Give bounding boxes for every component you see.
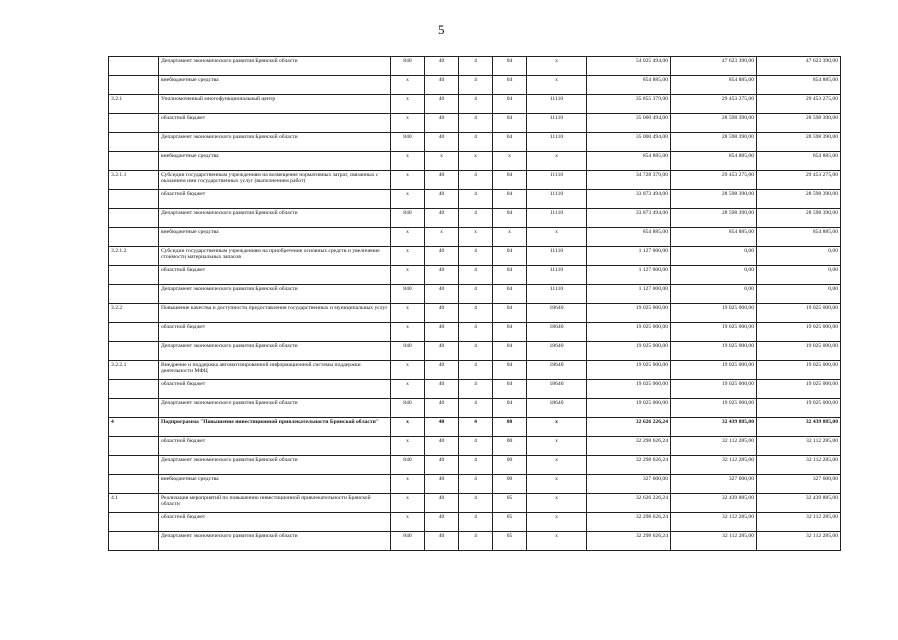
code-direction-cell: 11110 bbox=[527, 209, 587, 228]
amount-year3-cell: 32 112 285,00 bbox=[757, 437, 841, 456]
amount-year1-cell: 1 127 000,00 bbox=[587, 247, 671, 266]
amount-year3-cell: 0,00 bbox=[757, 247, 841, 266]
code-grbs-cell: х bbox=[391, 323, 425, 342]
row-number-cell bbox=[109, 475, 159, 494]
code-om-cell: 04 bbox=[493, 190, 527, 209]
amount-year2-cell: 29 453 275,00 bbox=[671, 171, 757, 190]
code-grbs-cell: х bbox=[391, 171, 425, 190]
row-name-cell: Подпрограмма "Повышение инвестиционной привлекательности Брянской области" bbox=[159, 418, 391, 437]
amount-year1-cell: 33 873 494,00 bbox=[587, 209, 671, 228]
row-number-cell bbox=[109, 152, 159, 171]
code-direction-cell: 11110 bbox=[527, 114, 587, 133]
amount-year3-cell: 0,00 bbox=[757, 266, 841, 285]
row-name-cell: Департамент экономического развития Брянской области bbox=[159, 342, 391, 361]
code-om-cell: 04 bbox=[493, 133, 527, 152]
row-name-cell: областной бюджет bbox=[159, 114, 391, 133]
amount-year3-cell: 19 025 000,00 bbox=[757, 399, 841, 418]
row-name-cell: внебюджетные средства bbox=[159, 475, 391, 494]
row-name-cell: Департамент экономического развития Брянской области bbox=[159, 399, 391, 418]
row-name-cell: областной бюджет bbox=[159, 437, 391, 456]
code-gp-cell: х bbox=[425, 228, 459, 247]
code-direction-cell: х bbox=[527, 513, 587, 532]
code-direction-cell: х bbox=[527, 418, 587, 437]
row-name-cell: областной бюджет bbox=[159, 190, 391, 209]
amount-year3-cell: 28 598 390,00 bbox=[757, 190, 841, 209]
code-pp-cell: 4 bbox=[459, 190, 493, 209]
row-number-cell bbox=[109, 456, 159, 475]
code-gp-cell: 40 bbox=[425, 418, 459, 437]
table-row bbox=[109, 266, 841, 285]
code-om-cell: 04 bbox=[493, 399, 527, 418]
amount-year1-cell: 32 626 226,24 bbox=[587, 494, 671, 513]
row-name-cell: внебюджетные средства bbox=[159, 228, 391, 247]
code-direction-cell: 18640 bbox=[527, 361, 587, 380]
amount-year1-cell: 854 885,00 bbox=[587, 228, 671, 247]
row-name-cell: Субсидии государственным учреждениям на приобретение основных средств и увеличение стоимости материальных запасов bbox=[159, 247, 391, 266]
code-direction-cell: 11110 bbox=[527, 190, 587, 209]
amount-year2-cell: 19 025 000,00 bbox=[671, 361, 757, 380]
amount-year2-cell: 854 885,00 bbox=[671, 228, 757, 247]
code-grbs-cell: х bbox=[391, 114, 425, 133]
table-body bbox=[109, 57, 841, 551]
code-gp-cell: 40 bbox=[425, 209, 459, 228]
amount-year3-cell: 32 439 885,00 bbox=[757, 418, 841, 437]
code-gp-cell: 40 bbox=[425, 437, 459, 456]
row-name-cell: областной бюджет bbox=[159, 266, 391, 285]
code-om-cell: х bbox=[493, 228, 527, 247]
code-gp-cell: 40 bbox=[425, 247, 459, 266]
amount-year2-cell: 19 025 000,00 bbox=[671, 304, 757, 323]
code-grbs-cell: 840 bbox=[391, 532, 425, 551]
code-pp-cell: 4 bbox=[459, 133, 493, 152]
row-number-cell bbox=[109, 285, 159, 304]
code-gp-cell: 40 bbox=[425, 399, 459, 418]
table-row bbox=[109, 133, 841, 152]
amount-year1-cell: 854 885,00 bbox=[587, 76, 671, 95]
amount-year3-cell: 0,00 bbox=[757, 285, 841, 304]
amount-year3-cell: 19 025 000,00 bbox=[757, 342, 841, 361]
row-number-cell bbox=[109, 323, 159, 342]
amount-year1-cell: 32 298 626,24 bbox=[587, 513, 671, 532]
code-gp-cell: 40 bbox=[425, 266, 459, 285]
amount-year2-cell: 19 025 000,00 bbox=[671, 380, 757, 399]
table-row bbox=[109, 209, 841, 228]
row-name-cell: Департамент экономического развития Брянской области bbox=[159, 532, 391, 551]
code-gp-cell: 40 bbox=[425, 76, 459, 95]
code-om-cell: х bbox=[493, 152, 527, 171]
amount-year1-cell: 35 855 379,00 bbox=[587, 95, 671, 114]
table-row bbox=[109, 57, 841, 76]
amount-year3-cell: 854 885,00 bbox=[757, 228, 841, 247]
code-pp-cell: 4 bbox=[459, 171, 493, 190]
table-row bbox=[109, 456, 841, 475]
row-number-cell bbox=[109, 532, 159, 551]
code-gp-cell: 40 bbox=[425, 323, 459, 342]
code-grbs-cell: х bbox=[391, 228, 425, 247]
code-direction-cell: х bbox=[527, 76, 587, 95]
row-number-cell bbox=[109, 133, 159, 152]
code-grbs-cell: 840 bbox=[391, 456, 425, 475]
code-grbs-cell: х bbox=[391, 513, 425, 532]
code-grbs-cell: 840 bbox=[391, 57, 425, 76]
code-om-cell: 04 bbox=[493, 171, 527, 190]
row-number-cell bbox=[109, 380, 159, 399]
amount-year1-cell: 32 298 626,24 bbox=[587, 532, 671, 551]
code-gp-cell: 40 bbox=[425, 57, 459, 76]
amount-year1-cell: 1 127 000,00 bbox=[587, 266, 671, 285]
amount-year2-cell: 854 885,00 bbox=[671, 152, 757, 171]
amount-year3-cell: 327 600,00 bbox=[757, 475, 841, 494]
code-gp-cell: 40 bbox=[425, 342, 459, 361]
code-pp-cell: 4 bbox=[459, 380, 493, 399]
table-row bbox=[109, 190, 841, 209]
row-name-cell: Реализация мероприятий по повышению инвестиционной привлекательности Брянской области bbox=[159, 494, 391, 513]
amount-year3-cell: 28 598 390,00 bbox=[757, 209, 841, 228]
code-direction-cell: х bbox=[527, 437, 587, 456]
code-pp-cell: 4 bbox=[459, 532, 493, 551]
table-row bbox=[109, 380, 841, 399]
amount-year2-cell: 327 600,00 bbox=[671, 475, 757, 494]
code-pp-cell: 4 bbox=[459, 76, 493, 95]
code-gp-cell: 40 bbox=[425, 133, 459, 152]
table-row bbox=[109, 532, 841, 551]
code-om-cell: 04 bbox=[493, 285, 527, 304]
table-row bbox=[109, 152, 841, 171]
code-pp-cell: 4 bbox=[459, 285, 493, 304]
table-row bbox=[109, 171, 841, 190]
amount-year2-cell: 19 025 000,00 bbox=[671, 323, 757, 342]
code-gp-cell: 40 bbox=[425, 95, 459, 114]
table-row bbox=[109, 228, 841, 247]
amount-year3-cell: 854 885,00 bbox=[757, 76, 841, 95]
amount-year1-cell: 327 600,00 bbox=[587, 475, 671, 494]
row-number-cell bbox=[109, 437, 159, 456]
row-number-cell bbox=[109, 190, 159, 209]
code-gp-cell: 40 bbox=[425, 114, 459, 133]
code-pp-cell: 4 bbox=[459, 513, 493, 532]
code-grbs-cell: 840 bbox=[391, 133, 425, 152]
amount-year1-cell: 33 873 494,00 bbox=[587, 190, 671, 209]
code-pp-cell: 4 bbox=[459, 57, 493, 76]
code-om-cell: 04 bbox=[493, 380, 527, 399]
code-grbs-cell: х bbox=[391, 152, 425, 171]
amount-year2-cell: 32 112 285,00 bbox=[671, 456, 757, 475]
amount-year1-cell: 19 025 000,00 bbox=[587, 304, 671, 323]
row-number-cell bbox=[109, 57, 159, 76]
code-direction-cell: 18640 bbox=[527, 323, 587, 342]
row-number-cell bbox=[109, 209, 159, 228]
row-number-cell: 3.2.1.1 bbox=[109, 171, 159, 190]
row-name-cell: областной бюджет bbox=[159, 323, 391, 342]
amount-year2-cell: 28 598 390,00 bbox=[671, 209, 757, 228]
table-row bbox=[109, 494, 841, 513]
table-row bbox=[109, 437, 841, 456]
row-number-cell: 3.2.1 bbox=[109, 95, 159, 114]
table-row bbox=[109, 247, 841, 266]
code-gp-cell: 40 bbox=[425, 361, 459, 380]
amount-year2-cell: 32 112 285,00 bbox=[671, 513, 757, 532]
amount-year1-cell: 32 626 226,24 bbox=[587, 418, 671, 437]
code-direction-cell: х bbox=[527, 475, 587, 494]
code-direction-cell: 18640 bbox=[527, 399, 587, 418]
code-grbs-cell: х bbox=[391, 361, 425, 380]
row-number-cell bbox=[109, 266, 159, 285]
table-row bbox=[109, 342, 841, 361]
amount-year2-cell: 29 453 275,00 bbox=[671, 95, 757, 114]
code-om-cell: 04 bbox=[493, 342, 527, 361]
amount-year3-cell: 28 598 390,00 bbox=[757, 114, 841, 133]
code-grbs-cell: 840 bbox=[391, 399, 425, 418]
code-direction-cell: х bbox=[527, 228, 587, 247]
code-pp-cell: 4 bbox=[459, 323, 493, 342]
amount-year3-cell: 19 025 000,00 bbox=[757, 323, 841, 342]
code-grbs-cell: х bbox=[391, 95, 425, 114]
code-grbs-cell: х bbox=[391, 247, 425, 266]
code-om-cell: 04 bbox=[493, 304, 527, 323]
row-name-cell: Уполномоченный многофункциональный центр bbox=[159, 95, 391, 114]
row-number-cell: 3.2.2.1 bbox=[109, 361, 159, 380]
page-number: 5 bbox=[438, 22, 445, 37]
code-direction-cell: х bbox=[527, 494, 587, 513]
table-row bbox=[109, 513, 841, 532]
amount-year3-cell: 32 112 285,00 bbox=[757, 532, 841, 551]
amount-year3-cell: 19 025 000,00 bbox=[757, 361, 841, 380]
table-row bbox=[109, 418, 841, 437]
amount-year2-cell: 19 025 000,00 bbox=[671, 399, 757, 418]
row-name-cell: Внедрение и поддержка автоматизированной информационной системы поддержки деятельности МФЦ bbox=[159, 361, 391, 380]
row-number-cell: 3.2.2 bbox=[109, 304, 159, 323]
amount-year1-cell: 19 025 000,00 bbox=[587, 380, 671, 399]
code-om-cell: 04 bbox=[493, 114, 527, 133]
row-name-cell: внебюджетные средства bbox=[159, 152, 391, 171]
code-pp-cell: 4 bbox=[459, 437, 493, 456]
table-row bbox=[109, 95, 841, 114]
code-gp-cell: 40 bbox=[425, 475, 459, 494]
code-pp-cell: 4 bbox=[459, 456, 493, 475]
code-om-cell: 04 bbox=[493, 266, 527, 285]
code-gp-cell: 40 bbox=[425, 532, 459, 551]
code-direction-cell: х bbox=[527, 532, 587, 551]
amount-year1-cell: 54 025 494,00 bbox=[587, 57, 671, 76]
code-om-cell: 04 bbox=[493, 76, 527, 95]
amount-year3-cell: 29 453 275,00 bbox=[757, 171, 841, 190]
code-grbs-cell: х bbox=[391, 304, 425, 323]
amount-year1-cell: 854 885,00 bbox=[587, 152, 671, 171]
code-direction-cell: 11110 bbox=[527, 171, 587, 190]
code-pp-cell: 4 bbox=[459, 114, 493, 133]
code-grbs-cell: х bbox=[391, 380, 425, 399]
amount-year2-cell: 32 112 285,00 bbox=[671, 532, 757, 551]
code-direction-cell: 18640 bbox=[527, 304, 587, 323]
code-direction-cell: 11110 bbox=[527, 133, 587, 152]
code-om-cell: 04 bbox=[493, 247, 527, 266]
row-number-cell bbox=[109, 228, 159, 247]
amount-year2-cell: 32 112 285,00 bbox=[671, 437, 757, 456]
amount-year3-cell: 32 112 285,00 bbox=[757, 513, 841, 532]
amount-year2-cell: 19 025 000,00 bbox=[671, 342, 757, 361]
amount-year1-cell: 19 025 000,00 bbox=[587, 342, 671, 361]
amount-year2-cell: 0,00 bbox=[671, 285, 757, 304]
code-pp-cell: 4 bbox=[459, 399, 493, 418]
amount-year2-cell: 28 598 390,00 bbox=[671, 190, 757, 209]
row-number-cell bbox=[109, 76, 159, 95]
row-name-cell: Повышение качества и доступности предоставления государственных и муниципальных услуг bbox=[159, 304, 391, 323]
amount-year1-cell: 34 728 379,00 bbox=[587, 171, 671, 190]
code-direction-cell: х bbox=[527, 57, 587, 76]
code-grbs-cell: х bbox=[391, 190, 425, 209]
code-gp-cell: 40 bbox=[425, 494, 459, 513]
code-om-cell: 04 bbox=[493, 95, 527, 114]
row-number-cell bbox=[109, 399, 159, 418]
code-direction-cell: 11110 bbox=[527, 247, 587, 266]
code-om-cell: 05 bbox=[493, 532, 527, 551]
row-number-cell: 3.2.1.2 bbox=[109, 247, 159, 266]
table-row bbox=[109, 323, 841, 342]
code-grbs-cell: 840 bbox=[391, 209, 425, 228]
row-name-cell: Департамент экономического развития Брянской области bbox=[159, 285, 391, 304]
code-gp-cell: 40 bbox=[425, 285, 459, 304]
row-name-cell: Департамент экономического развития Брянской области bbox=[159, 57, 391, 76]
row-number-cell bbox=[109, 114, 159, 133]
amount-year1-cell: 32 298 626,24 bbox=[587, 437, 671, 456]
amount-year3-cell: 47 623 390,00 bbox=[757, 57, 841, 76]
code-om-cell: 00 bbox=[493, 475, 527, 494]
amount-year2-cell: 47 623 390,00 bbox=[671, 57, 757, 76]
table-row bbox=[109, 114, 841, 133]
code-om-cell: 04 bbox=[493, 323, 527, 342]
code-pp-cell: 4 bbox=[459, 342, 493, 361]
code-grbs-cell: х bbox=[391, 494, 425, 513]
code-direction-cell: х bbox=[527, 456, 587, 475]
amount-year2-cell: 0,00 bbox=[671, 247, 757, 266]
table-row bbox=[109, 475, 841, 494]
table-row bbox=[109, 399, 841, 418]
budget-table bbox=[108, 56, 841, 551]
code-direction-cell: х bbox=[527, 152, 587, 171]
code-gp-cell: х bbox=[425, 152, 459, 171]
amount-year1-cell: 19 025 000,00 bbox=[587, 399, 671, 418]
amount-year1-cell: 1 127 000,00 bbox=[587, 285, 671, 304]
code-grbs-cell: 840 bbox=[391, 285, 425, 304]
code-pp-cell: 4 bbox=[459, 475, 493, 494]
amount-year1-cell: 35 000 494,00 bbox=[587, 133, 671, 152]
table-row bbox=[109, 304, 841, 323]
code-pp-cell: 4 bbox=[459, 418, 493, 437]
code-gp-cell: 40 bbox=[425, 456, 459, 475]
code-gp-cell: 40 bbox=[425, 304, 459, 323]
amount-year2-cell: 32 439 885,00 bbox=[671, 494, 757, 513]
amount-year1-cell: 19 025 000,00 bbox=[587, 361, 671, 380]
code-pp-cell: 4 bbox=[459, 247, 493, 266]
code-gp-cell: 40 bbox=[425, 190, 459, 209]
code-direction-cell: 11110 bbox=[527, 285, 587, 304]
code-pp-cell: 4 bbox=[459, 95, 493, 114]
code-gp-cell: 40 bbox=[425, 513, 459, 532]
row-number-cell: 4 bbox=[109, 418, 159, 437]
code-om-cell: 04 bbox=[493, 209, 527, 228]
code-direction-cell: 11110 bbox=[527, 266, 587, 285]
code-direction-cell: 18640 bbox=[527, 380, 587, 399]
row-name-cell: областной бюджет bbox=[159, 513, 391, 532]
amount-year2-cell: 32 439 885,00 bbox=[671, 418, 757, 437]
amount-year2-cell: 854 885,00 bbox=[671, 76, 757, 95]
code-grbs-cell: х bbox=[391, 437, 425, 456]
amount-year1-cell: 35 000 494,00 bbox=[587, 114, 671, 133]
code-om-cell: 00 bbox=[493, 456, 527, 475]
amount-year3-cell: 19 025 000,00 bbox=[757, 380, 841, 399]
amount-year3-cell: 19 025 000,00 bbox=[757, 304, 841, 323]
amount-year3-cell: 32 439 885,00 bbox=[757, 494, 841, 513]
row-name-cell: областной бюджет bbox=[159, 380, 391, 399]
table-row bbox=[109, 361, 841, 380]
code-direction-cell: 18640 bbox=[527, 342, 587, 361]
amount-year2-cell: 28 598 390,00 bbox=[671, 133, 757, 152]
code-pp-cell: 4 bbox=[459, 361, 493, 380]
code-om-cell: 04 bbox=[493, 57, 527, 76]
row-number-cell: 4.1 bbox=[109, 494, 159, 513]
code-om-cell: 00 bbox=[493, 418, 527, 437]
amount-year1-cell: 19 025 000,00 bbox=[587, 323, 671, 342]
row-name-cell: Департамент экономического развития Брянской области bbox=[159, 209, 391, 228]
code-pp-cell: х bbox=[459, 228, 493, 247]
code-pp-cell: 4 bbox=[459, 304, 493, 323]
code-pp-cell: 4 bbox=[459, 266, 493, 285]
table-row bbox=[109, 76, 841, 95]
amount-year1-cell: 32 298 626,24 bbox=[587, 456, 671, 475]
row-name-cell: внебюджетные средства bbox=[159, 76, 391, 95]
row-number-cell bbox=[109, 513, 159, 532]
code-grbs-cell: 840 bbox=[391, 342, 425, 361]
code-grbs-cell: х bbox=[391, 475, 425, 494]
code-pp-cell: 4 bbox=[459, 209, 493, 228]
code-om-cell: 04 bbox=[493, 361, 527, 380]
code-grbs-cell: х bbox=[391, 418, 425, 437]
amount-year2-cell: 28 598 390,00 bbox=[671, 114, 757, 133]
code-gp-cell: 40 bbox=[425, 380, 459, 399]
code-grbs-cell: х bbox=[391, 266, 425, 285]
row-number-cell bbox=[109, 342, 159, 361]
code-pp-cell: 4 bbox=[459, 494, 493, 513]
amount-year3-cell: 28 598 390,00 bbox=[757, 133, 841, 152]
row-name-cell: Департамент экономического развития Брянской области bbox=[159, 456, 391, 475]
row-name-cell: Департамент экономического развития Брянской области bbox=[159, 133, 391, 152]
code-grbs-cell: х bbox=[391, 76, 425, 95]
amount-year3-cell: 854 885,00 bbox=[757, 152, 841, 171]
row-name-cell: Субсидии государственным учреждениям на возмещение нормативных затрат, связанных с оказанием ими государственных услуг (выполнением работ) bbox=[159, 171, 391, 190]
code-om-cell: 00 bbox=[493, 437, 527, 456]
amount-year3-cell: 29 453 275,00 bbox=[757, 95, 841, 114]
amount-year3-cell: 32 112 285,00 bbox=[757, 456, 841, 475]
code-pp-cell: х bbox=[459, 152, 493, 171]
amount-year2-cell: 0,00 bbox=[671, 266, 757, 285]
code-om-cell: 05 bbox=[493, 494, 527, 513]
code-gp-cell: 40 bbox=[425, 171, 459, 190]
code-direction-cell: 11110 bbox=[527, 95, 587, 114]
table-row bbox=[109, 285, 841, 304]
code-om-cell: 05 bbox=[493, 513, 527, 532]
